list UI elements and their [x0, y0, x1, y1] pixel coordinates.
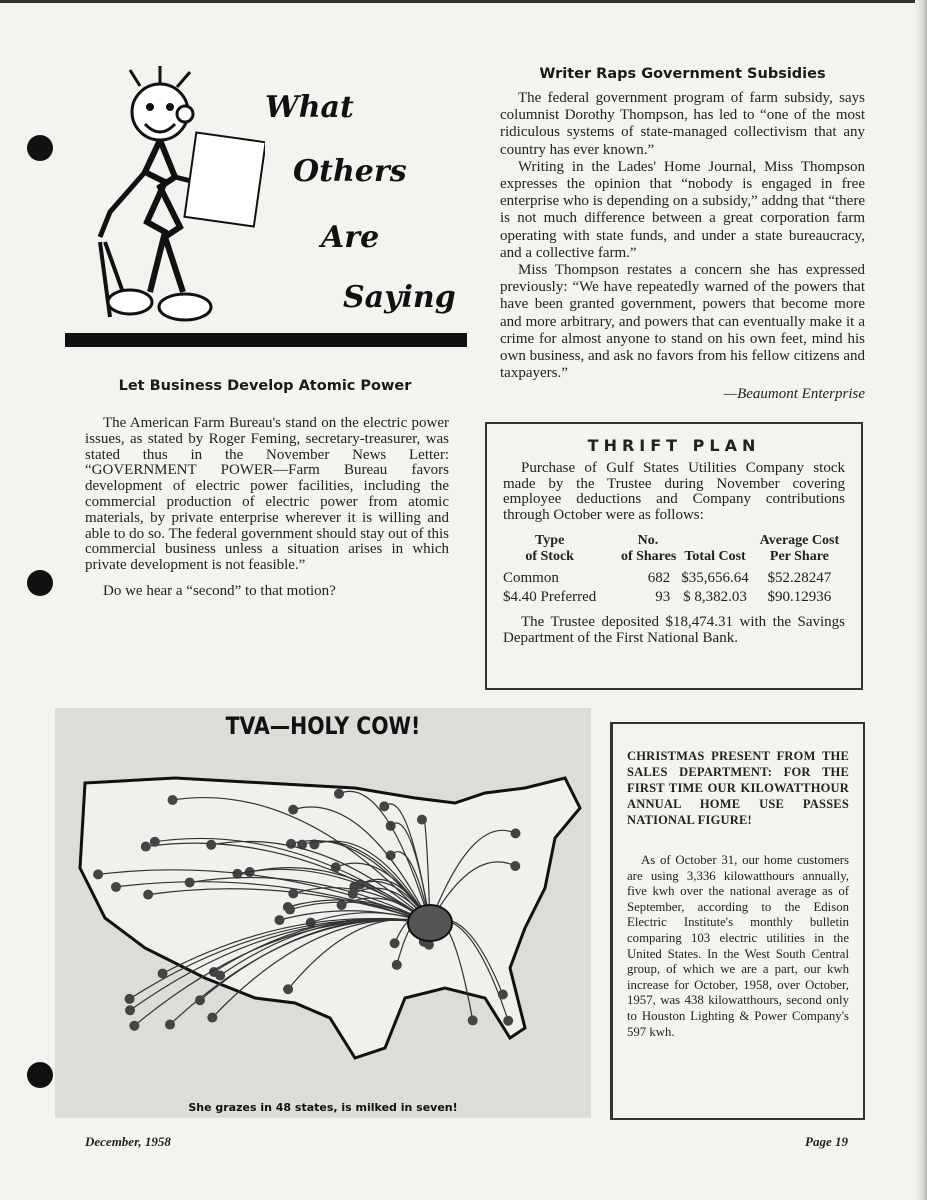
- article-paragraph: The federal government program of farm subsidy, says columnist Dorothy Thompson, has led to “one of the most ridiculous systems of state-managed collectivism that any country has ever known.”: [500, 90, 865, 158]
- article-paragraph: Writing in the Lades' Home Journal, Miss Thompson expresses the opinion that “nobody is engaged in free enterprise who is depending on a subsidy,” addng that “there is not much difference between a great corporation farm operating with state funds, and under a state bureaucracy, and a collective farm.”: [500, 158, 865, 261]
- cow-icon: [129, 1021, 139, 1031]
- cell: $4.40 Preferred: [503, 589, 597, 606]
- cow-icon: [274, 915, 284, 925]
- cow-icon: [207, 1013, 217, 1023]
- map-caption: She grazes in 48 states, is milked in seven!: [188, 1101, 458, 1114]
- thrift-plan-box: [485, 422, 863, 690]
- cow-icon: [165, 1020, 175, 1030]
- map-title: TVA—HOLY COW!: [225, 712, 421, 740]
- cow-icon: [143, 890, 153, 900]
- thrift-intro-text: Purchase of Gulf States Utilities Company stock made by the Trustee during November covering employee deductions and Company contributions through October were as follows:: [503, 460, 845, 523]
- cow-icon: [392, 960, 402, 970]
- christmas-present-box: [610, 722, 865, 1120]
- binder-hole: [27, 570, 53, 596]
- cow-icon: [379, 801, 389, 811]
- cow-icon: [334, 789, 344, 799]
- table-row: [503, 565, 845, 588]
- cow-icon: [125, 994, 135, 1004]
- cow-icon: [468, 1015, 478, 1025]
- header-rule: [65, 333, 467, 347]
- binder-hole: [27, 135, 53, 161]
- col-header: Type of Stock: [525, 533, 574, 565]
- page-top-edge: [0, 0, 927, 3]
- table-row: [503, 588, 845, 607]
- cell: 682: [647, 570, 671, 587]
- cell: Common: [503, 570, 559, 587]
- col-header: Average Cost Per Share: [759, 533, 840, 565]
- thrift-closing: [503, 615, 845, 646]
- cow-icon: [390, 938, 400, 948]
- footer-page-number: Page 19: [805, 1134, 848, 1149]
- cow-icon: [168, 795, 178, 805]
- title-word: Saying: [343, 280, 456, 315]
- cow-icon: [417, 815, 427, 825]
- attribution: —Beaumont Enterprise: [723, 386, 865, 403]
- atomic-article: [85, 416, 449, 600]
- binder-hole: [27, 1062, 53, 1088]
- cow-icon: [111, 882, 121, 892]
- cell: $ 8,382.03: [683, 589, 747, 606]
- atomic-heading: Let Business Develop Atomic Power: [118, 378, 412, 394]
- thrift-heading: THRIFT PLAN: [587, 436, 761, 455]
- cow-icon: [283, 902, 293, 912]
- christmas-body-text: As of October 31, our home customers are using 3,336 kilowatthours annually, five kwh over the national average as of September, according to the Edison Electric Institute's monthly bulletin comparing 103 electric utilities in the United States. In the West South Central group, of which we are a part, our kwh increase for October, 1958, over October, 1957, was 438 kilowatthours, second only to Houston Lighting & Power Company's 597 kwh.: [627, 853, 849, 1039]
- what-others-are-saying-illustration: [65, 62, 467, 347]
- christmas-heading: CHRISTMAS PRESENT FROM THE SALES DEPARTMENT: FOR THE FIRST TIME OUR KILOWATTHOUR ANNUAL HOME USE PASSES NATIONAL FIGURE!: [627, 749, 849, 827]
- us-map-cow-illustration: [55, 748, 591, 1118]
- title-word: Others: [293, 154, 407, 189]
- cow-icon: [141, 842, 151, 852]
- christmas-body: [627, 853, 849, 1040]
- subsidies-heading: Writer Raps Government Subsidies: [539, 66, 826, 82]
- us-outline: [80, 778, 580, 1058]
- cell: $52.28247: [767, 570, 832, 587]
- cow-icon: [288, 888, 298, 898]
- cow-icon: [283, 984, 293, 994]
- title-word: What: [265, 90, 354, 125]
- cow-icon: [185, 877, 195, 887]
- cow-icon: [503, 1016, 513, 1026]
- cow-icon: [206, 840, 216, 850]
- subsidies-article: [500, 90, 865, 404]
- cow-icon: [510, 861, 520, 871]
- footer-date: December, 1958: [85, 1134, 171, 1149]
- cow-icon: [195, 995, 205, 1005]
- col-header: No. of Shares: [620, 533, 677, 565]
- table-header-row: [503, 533, 845, 565]
- col-header: Total Cost: [684, 549, 746, 565]
- cow-icon: [150, 837, 160, 847]
- cow-icon: [511, 828, 521, 838]
- cell: $35,656.64: [681, 570, 749, 587]
- cow-icon: [498, 989, 508, 999]
- article-paragraph: The American Farm Bureau's stand on the electric power issues, as stated by Roger Feming, secretary-treasurer, was stated thus in the November News Letter: “GOVERNMENT POWER—Farm Bureau favors development of electric power facilities, including the commercial production of electric power from atomic materials, by private enterprise wherever it is willing and able to do so. The federal government should stay out of this commercial business unless a situation arises in which private development is not feasible.”: [85, 415, 449, 574]
- thrift-intro: [503, 461, 845, 523]
- article-paragraph: Do we hear a “second” to that motion?: [103, 582, 336, 599]
- cow-icon: [93, 869, 103, 879]
- page-right-edge: [915, 0, 927, 1200]
- cow-icon: [125, 1005, 135, 1015]
- cell: 93: [655, 589, 671, 606]
- cow-icon: [288, 805, 298, 815]
- cow-icon: [348, 889, 358, 899]
- thrift-closing-text: The Trustee deposited $18,474.31 with the Savings Department of the First National Bank.: [503, 614, 845, 646]
- article-paragraph: Miss Thompson restates a concern she has expressed previously: “We have repeatedly warned of the powers that have been granted government, powers that become more and more arbitrary, and powers that can eventually make it a crime for almost anyone to stand on his own feet, mind his own business, and ask no favors from his fellow citizens and taxpayers.”: [500, 262, 865, 382]
- thrift-table: [503, 533, 845, 607]
- tva-holy-cow-cartoon: [55, 708, 591, 1118]
- reddy-kilowatt-mascot-icon: [65, 62, 265, 332]
- cell: $90.12936: [767, 589, 832, 606]
- cow-body-icon: [408, 905, 452, 941]
- title-word: Are: [321, 220, 380, 255]
- cow-icon: [337, 900, 347, 910]
- cow-icon: [158, 968, 168, 978]
